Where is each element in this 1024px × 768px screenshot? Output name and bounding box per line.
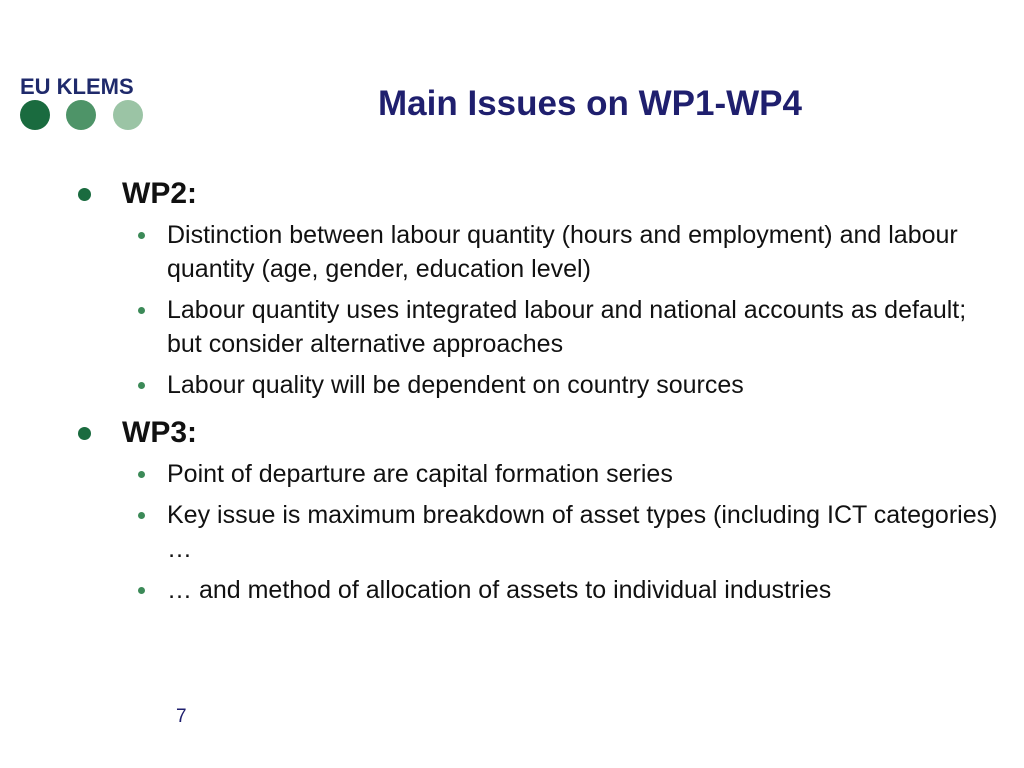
sub-bullet-dot-icon	[138, 471, 145, 478]
sub-bullet-dot-icon	[138, 512, 145, 519]
sub-bullet-dot-icon	[138, 232, 145, 239]
logo-dot-medium	[66, 100, 96, 130]
section-heading-text: WP3:	[122, 416, 197, 449]
section-heading-text: WP2:	[122, 177, 197, 210]
slide-title: Main Issues on WP1-WP4	[378, 84, 802, 123]
slide-content	[70, 170, 1000, 614]
section-wp2	[70, 170, 1000, 402]
section-heading	[70, 170, 1000, 218]
list-item-text: Labour quantity uses integrated labour and national accounts as default; but consider alternative approaches	[167, 296, 967, 358]
sub-bullet-list	[70, 457, 1000, 607]
logo-text: EU KLEMS	[20, 74, 134, 99]
sub-bullet-dot-icon	[138, 382, 145, 389]
bullet-dot-icon	[78, 427, 91, 440]
list-item	[70, 218, 1000, 286]
bullet-dot-icon	[78, 188, 91, 201]
list-item-text: Point of departure are capital formation series	[167, 460, 673, 488]
list-item-text: Labour quality will be dependent on country sources	[167, 371, 744, 399]
logo-dot-light	[113, 100, 143, 130]
sub-bullet-dot-icon	[138, 307, 145, 314]
list-item	[70, 293, 1000, 361]
list-item	[70, 573, 1000, 607]
section-wp3	[70, 409, 1000, 607]
list-item-text: … and method of allocation of assets to individual industries	[167, 576, 832, 604]
list-item	[70, 498, 1000, 566]
list-item-text: Key issue is maximum breakdown of asset types (including ICT categories) …	[167, 501, 998, 563]
list-item	[70, 368, 1000, 402]
eu-klems-logo	[18, 74, 148, 134]
list-item	[70, 457, 1000, 491]
section-heading	[70, 409, 1000, 457]
sub-bullet-list	[70, 218, 1000, 402]
page-number: 7	[176, 706, 187, 727]
sub-bullet-dot-icon	[138, 587, 145, 594]
logo-dot-dark	[20, 100, 50, 130]
list-item-text: Distinction between labour quantity (hours and employment) and labour quantity (age, gender, education level)	[167, 221, 958, 283]
